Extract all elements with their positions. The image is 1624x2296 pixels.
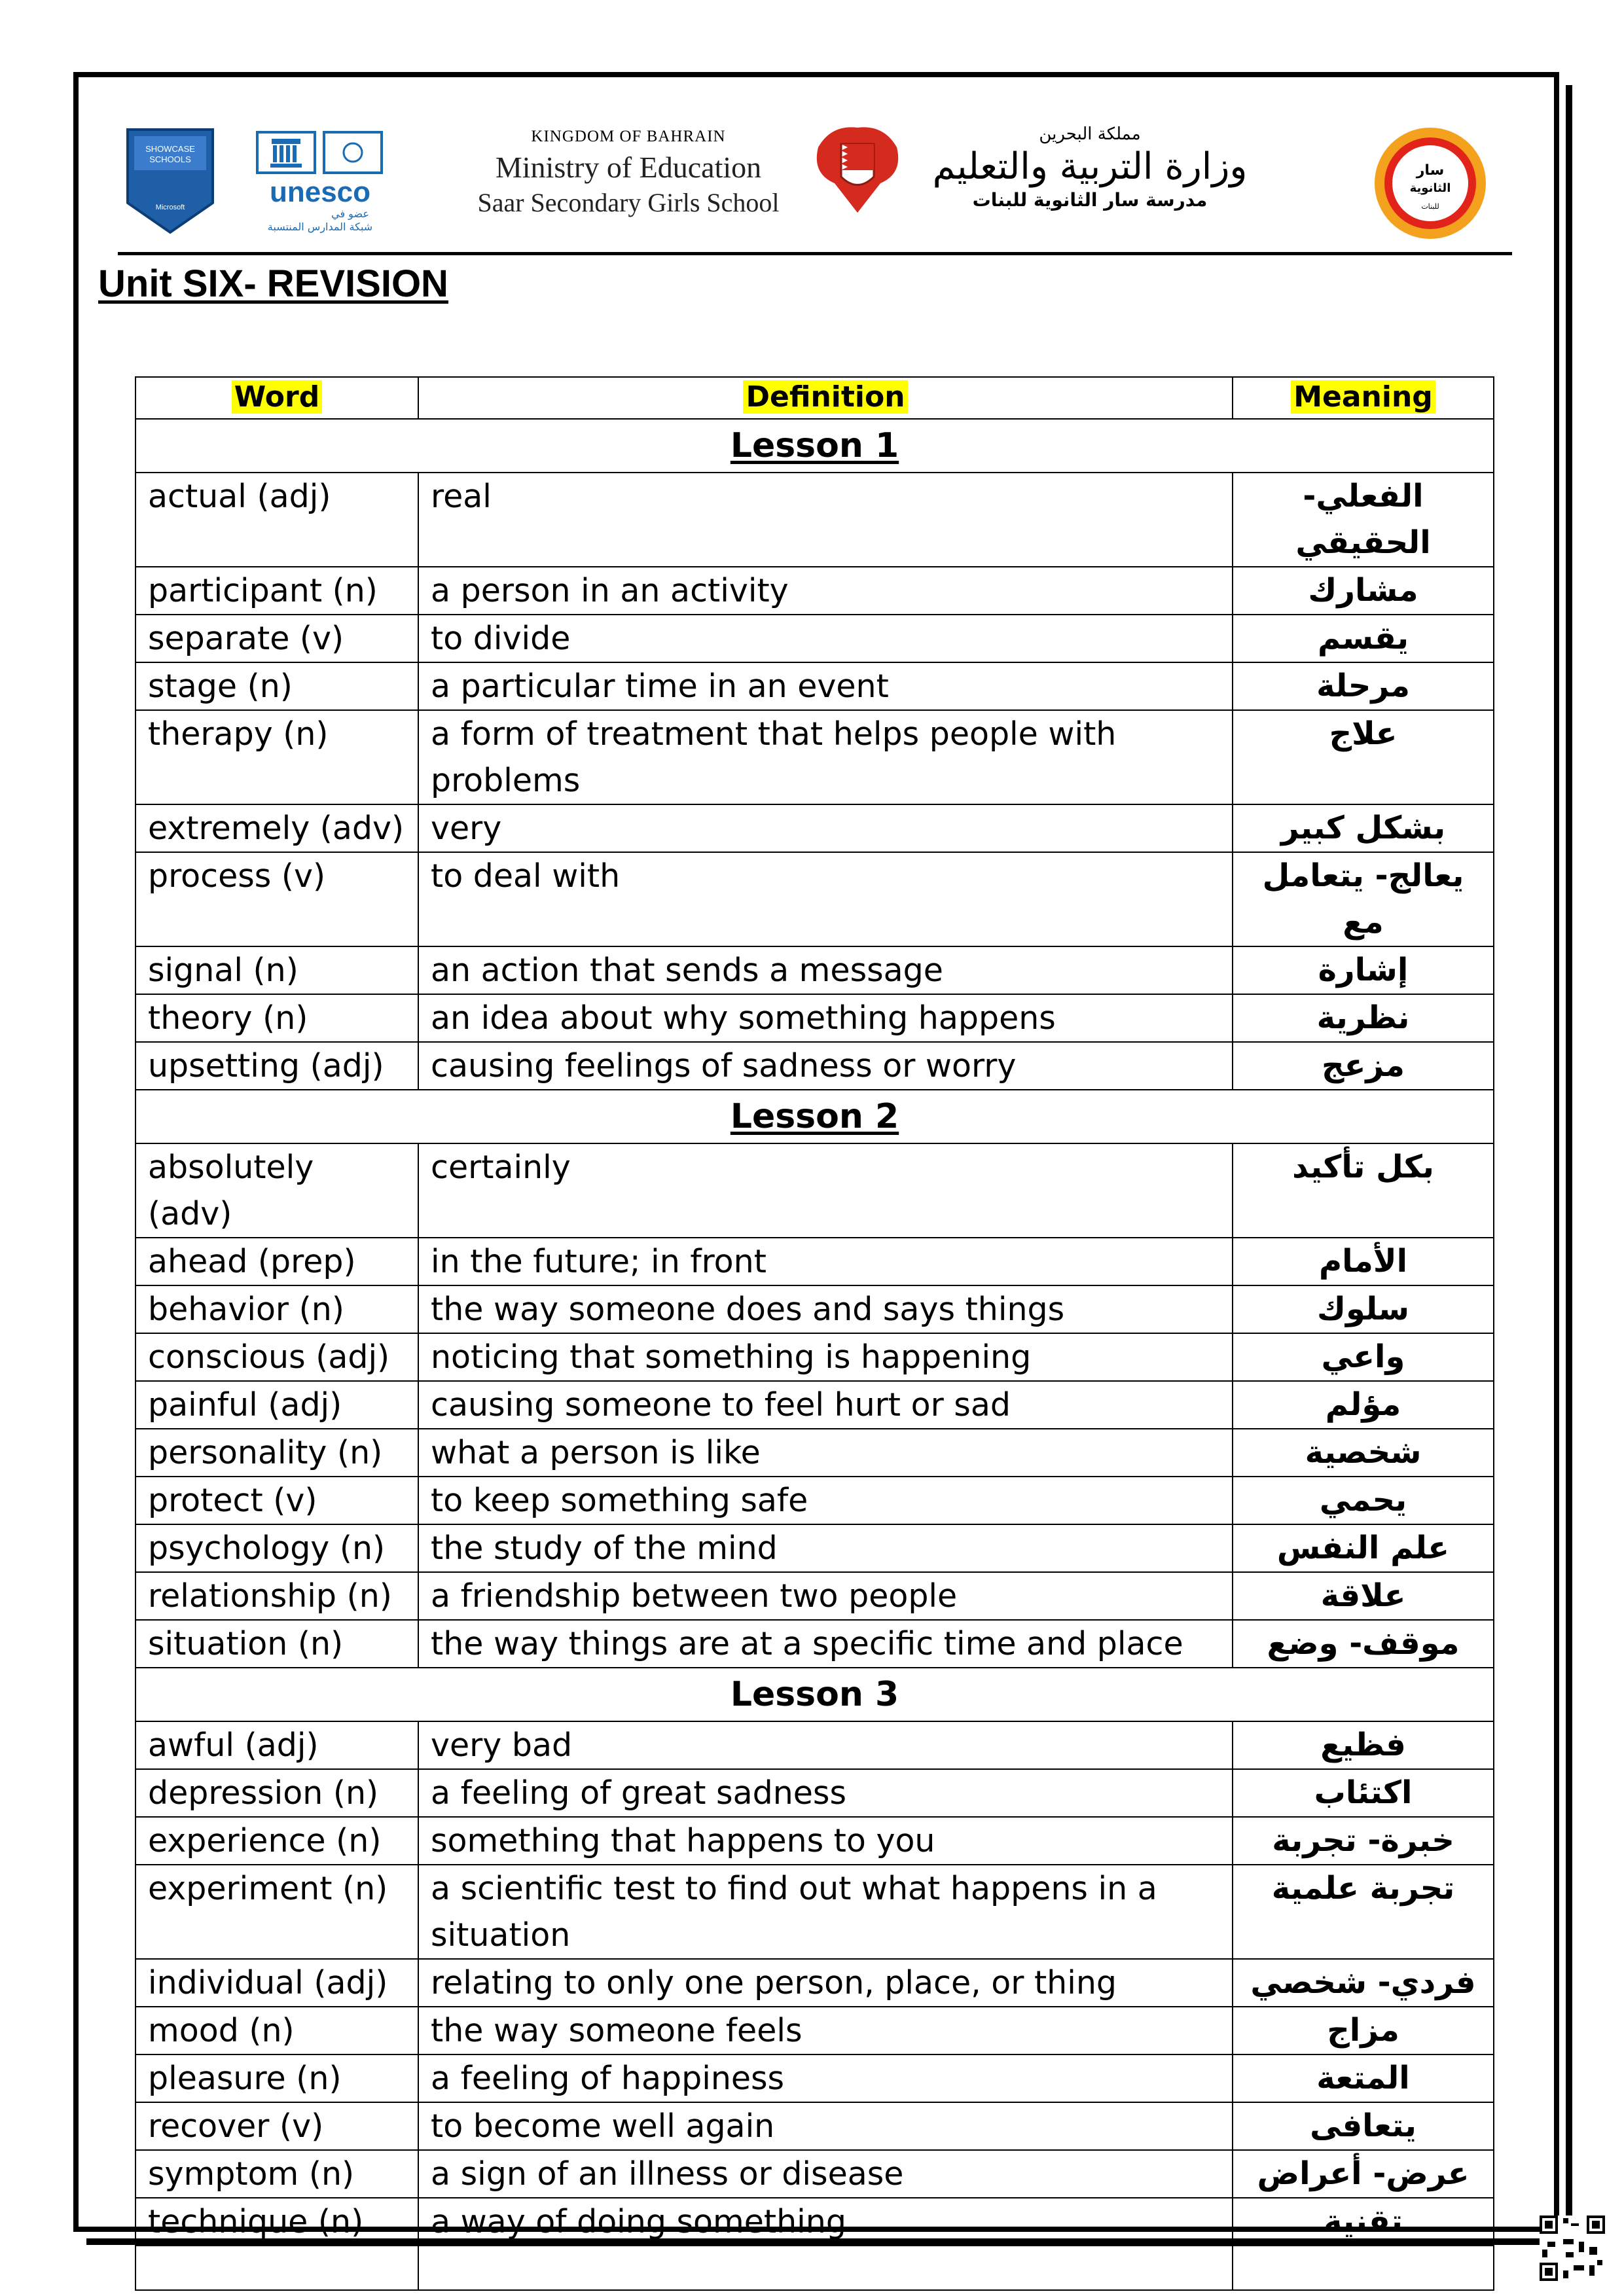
letterhead: [118, 115, 1512, 252]
table-row: [135, 804, 1494, 852]
empty-cell: [135, 2246, 418, 2290]
word-cell: therapy (n): [135, 710, 418, 804]
meaning-cell: اكتئاب: [1233, 1769, 1494, 1817]
meaning-cell: مرحلة: [1233, 662, 1494, 710]
word-cell: actual (adj): [135, 473, 418, 567]
word-cell: relationship (n): [135, 1572, 418, 1620]
empty-row: [135, 2246, 1494, 2290]
showcase-schools-badge: [124, 124, 216, 236]
meaning-cell: تقنية: [1233, 2198, 1494, 2246]
school-logo-line3: للبنات: [1421, 202, 1439, 211]
definition-cell: something that happens to you: [418, 1817, 1233, 1865]
qr-code: [1540, 2215, 1605, 2281]
bahrain-emblem: [805, 121, 910, 219]
word-cell: individual (adj): [135, 1959, 418, 2007]
meaning-cell: نظرية: [1233, 994, 1494, 1042]
definition-cell: an idea about why something happens: [418, 994, 1233, 1042]
table-row: [135, 1572, 1494, 1620]
showcase-brand: Microsoft: [155, 204, 185, 211]
word-cell: behavior (n): [135, 1285, 418, 1333]
unesco-name: unesco: [269, 176, 371, 208]
header-definition-label: Definition: [743, 380, 907, 414]
definition-cell: the way someone feels: [418, 2007, 1233, 2054]
table-row: [135, 1042, 1494, 1090]
header-meaning-label: Meaning: [1291, 380, 1435, 414]
table-row: [135, 2198, 1494, 2246]
school-arabic: مدرسة سار الثانوية للبنات: [972, 189, 1208, 211]
kingdom-english: KINGDOM OF BAHRAIN: [531, 128, 726, 145]
unesco-ar-line2: شبكة المدارس المنتسبة: [267, 221, 373, 233]
meaning-cell: مؤلم: [1233, 1381, 1494, 1429]
header-divider: [118, 252, 1512, 255]
showcase-line2: SCHOOLS: [149, 154, 191, 164]
meaning-cell: يعالج- يتعامل مع: [1233, 852, 1494, 946]
kingdom-arabic: مملكة البحرين: [1039, 124, 1141, 144]
meaning-cell: بشكل كبير: [1233, 804, 1494, 852]
definition-cell: to keep something safe: [418, 1477, 1233, 1524]
showcase-line1: SHOWCASE: [145, 144, 195, 154]
lesson-title-cell: [135, 419, 1494, 473]
meaning-cell: الفعلي- الحقيقي: [1233, 473, 1494, 567]
header-word-label: Word: [232, 380, 322, 414]
definition-cell: causing someone to feel hurt or sad: [418, 1381, 1233, 1429]
table-row: [135, 1381, 1494, 1429]
table-row: [135, 1333, 1494, 1381]
table-row: [135, 1865, 1494, 1959]
table-row: [135, 2054, 1494, 2102]
unesco-logo: [252, 131, 389, 236]
word-cell: ahead (prep): [135, 1238, 418, 1285]
meaning-cell: خبرة- تجربة: [1233, 1817, 1494, 1865]
word-cell: pleasure (n): [135, 2054, 418, 2102]
definition-cell: a form of treatment that helps people with problems: [418, 710, 1233, 804]
meaning-cell: علم النفس: [1233, 1524, 1494, 1572]
definition-cell: to divide: [418, 615, 1233, 662]
lesson-title: Lesson 2: [730, 1097, 899, 1136]
saar-school-logo: [1365, 121, 1496, 245]
lesson-title-cell: [135, 1668, 1494, 1721]
definition-cell: what a person is like: [418, 1429, 1233, 1477]
definition-cell: relating to only one person, place, or thing: [418, 1959, 1233, 2007]
definition-cell: the study of the mind: [418, 1524, 1233, 1572]
lesson-title: Lesson 3: [730, 1675, 899, 1714]
word-cell: signal (n): [135, 946, 418, 994]
definition-cell: very: [418, 804, 1233, 852]
table-row: [135, 1721, 1494, 1769]
definition-cell: noticing that something is happening: [418, 1333, 1233, 1381]
vocabulary-body: [135, 419, 1494, 2290]
word-cell: experiment (n): [135, 1865, 418, 1959]
definition-cell: a feeling of great sadness: [418, 1769, 1233, 1817]
word-cell: technique (n): [135, 2198, 418, 2246]
word-cell: separate (v): [135, 615, 418, 662]
word-cell: awful (adj): [135, 1721, 418, 1769]
table-row: [135, 2150, 1494, 2198]
meaning-cell: علاقة: [1233, 1572, 1494, 1620]
word-cell: participant (n): [135, 567, 418, 615]
definition-cell: a scientific test to find out what happens in a situation: [418, 1865, 1233, 1959]
meaning-cell: واعي: [1233, 1333, 1494, 1381]
definition-cell: the way things are at a specific time and place: [418, 1620, 1233, 1668]
word-cell: recover (v): [135, 2102, 418, 2150]
ministry-arabic: وزارة التربية والتعليم: [932, 145, 1248, 188]
school-logo-line2: الثانوية: [1409, 181, 1451, 195]
definition-cell: a way of doing something: [418, 2198, 1233, 2246]
word-cell: personality (n): [135, 1429, 418, 1477]
school-logo-line1: سار: [1416, 162, 1445, 179]
meaning-cell: مزاج: [1233, 2007, 1494, 2054]
definition-cell: to deal with: [418, 852, 1233, 946]
table-row: [135, 1769, 1494, 1817]
word-cell: psychology (n): [135, 1524, 418, 1572]
lesson-title: Lesson 1: [730, 426, 899, 465]
meaning-cell: المتعة: [1233, 2054, 1494, 2102]
ministry-english-block: [458, 128, 799, 218]
table-row: [135, 1620, 1494, 1668]
meaning-cell: فظيع: [1233, 1721, 1494, 1769]
table-row: [135, 1524, 1494, 1572]
definition-cell: very bad: [418, 1721, 1233, 1769]
definition-cell: in the future; in front: [418, 1238, 1233, 1285]
definition-cell: an action that sends a message: [418, 946, 1233, 994]
word-cell: upsetting (adj): [135, 1042, 418, 1090]
table-header-row: [135, 377, 1494, 419]
meaning-cell: سلوك: [1233, 1285, 1494, 1333]
definition-cell: a friendship between two people: [418, 1572, 1233, 1620]
table-row: [135, 852, 1494, 946]
meaning-cell: شخصية: [1233, 1429, 1494, 1477]
word-cell: protect (v): [135, 1477, 418, 1524]
table-row: [135, 2102, 1494, 2150]
header-word: [135, 377, 418, 419]
table-row: [135, 1238, 1494, 1285]
table-row: [135, 473, 1494, 567]
meaning-cell: يقسم: [1233, 615, 1494, 662]
meaning-cell: عرض- أعراض: [1233, 2150, 1494, 2198]
table-row: [135, 662, 1494, 710]
lesson-title-cell: [135, 1090, 1494, 1143]
meaning-cell: فردي- شخصي: [1233, 1959, 1494, 2007]
meaning-cell: تجربة علمية: [1233, 1865, 1494, 1959]
unesco-ar-line1: عضو في: [331, 207, 369, 220]
lesson-header-row: [135, 1090, 1494, 1143]
table-row: [135, 1959, 1494, 2007]
definition-cell: a particular time in an event: [418, 662, 1233, 710]
empty-cell: [418, 2246, 1233, 2290]
word-cell: conscious (adj): [135, 1333, 418, 1381]
meaning-cell: علاج: [1233, 710, 1494, 804]
page-title: Unit SIX- REVISION: [98, 262, 448, 305]
definition-cell: a feeling of happiness: [418, 2054, 1233, 2102]
ministry-english: Ministry of Education: [495, 151, 762, 184]
meaning-cell: موقف- وضع: [1233, 1620, 1494, 1668]
table-row: [135, 710, 1494, 804]
lesson-header-row: [135, 1668, 1494, 1721]
definition-cell: a person in an activity: [418, 567, 1233, 615]
table-row: [135, 2007, 1494, 2054]
meaning-cell: إشارة: [1233, 946, 1494, 994]
word-cell: extremely (adv): [135, 804, 418, 852]
header-meaning: [1233, 377, 1494, 419]
definition-cell: the way someone does and says things: [418, 1285, 1233, 1333]
word-cell: situation (n): [135, 1620, 418, 1668]
table-row: [135, 1817, 1494, 1865]
school-english: Saar Secondary Girls School: [477, 188, 780, 217]
definition-cell: real: [418, 473, 1233, 567]
meaning-cell: يحمي: [1233, 1477, 1494, 1524]
word-cell: depression (n): [135, 1769, 418, 1817]
empty-cell: [1233, 2246, 1494, 2290]
word-cell: stage (n): [135, 662, 418, 710]
meaning-cell: الأمام: [1233, 1238, 1494, 1285]
definition-cell: certainly: [418, 1143, 1233, 1238]
word-cell: experience (n): [135, 1817, 418, 1865]
table-row: [135, 567, 1494, 615]
table-row: [135, 1429, 1494, 1477]
word-cell: process (v): [135, 852, 418, 946]
table-row: [135, 615, 1494, 662]
table-row: [135, 946, 1494, 994]
definition-cell: causing feelings of sadness or worry: [418, 1042, 1233, 1090]
word-cell: mood (n): [135, 2007, 418, 2054]
table-row: [135, 994, 1494, 1042]
definition-cell: a sign of an illness or disease: [418, 2150, 1233, 2198]
header-definition: [418, 377, 1233, 419]
ministry-arabic-block: [920, 124, 1260, 211]
word-cell: theory (n): [135, 994, 418, 1042]
table-row: [135, 1285, 1494, 1333]
meaning-cell: مشارك: [1233, 567, 1494, 615]
definition-cell: to become well again: [418, 2102, 1233, 2150]
meaning-cell: مزعج: [1233, 1042, 1494, 1090]
meaning-cell: يتعافى: [1233, 2102, 1494, 2150]
lesson-header-row: [135, 419, 1494, 473]
table-row: [135, 1477, 1494, 1524]
word-cell: symptom (n): [135, 2150, 418, 2198]
meaning-cell: بكل تأكيد: [1233, 1143, 1494, 1238]
table-row: [135, 1143, 1494, 1238]
vocabulary-table: [135, 376, 1494, 2291]
word-cell: absolutely (adv): [135, 1143, 418, 1238]
word-cell: painful (adj): [135, 1381, 418, 1429]
